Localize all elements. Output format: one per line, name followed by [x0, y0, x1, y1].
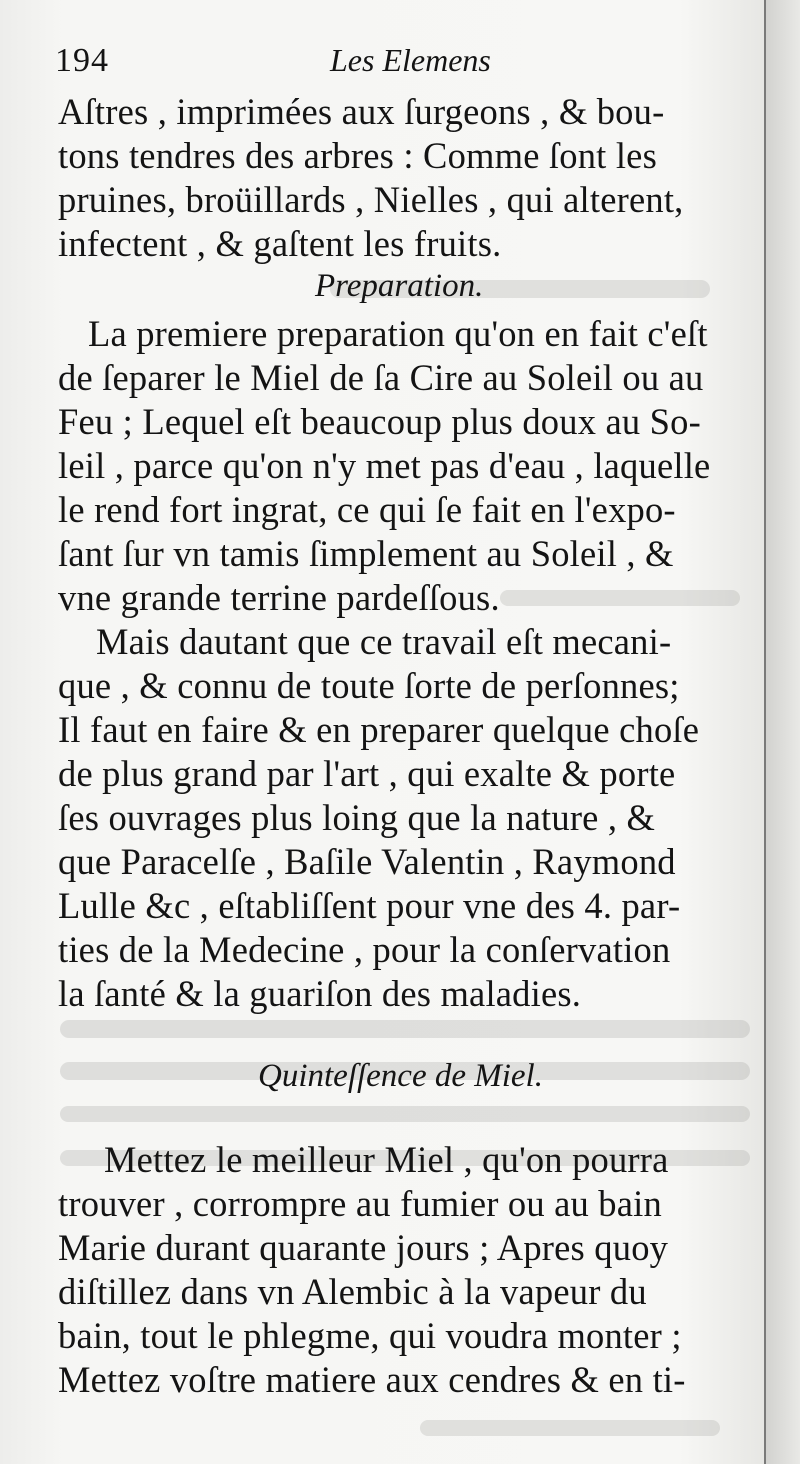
text-line: bain, tout le phlegme, qui voudra monter ;	[58, 1315, 682, 1356]
page-number: 194	[55, 42, 109, 79]
text-line: Marie durant quarante jours ; Apres quoy	[58, 1227, 669, 1268]
text-line: le rend fort ingrat, ce qui ſe fait en l'expo-	[58, 489, 676, 530]
page-edge-shadow	[766, 0, 800, 1464]
text-line: Mettez le meilleur Miel , qu'on pourra	[104, 1139, 669, 1180]
text-line: la ſanté & la guariſon des maladies.	[58, 973, 582, 1014]
page-header	[55, 42, 755, 90]
section-heading: Quinteſſence de Miel.	[258, 1058, 543, 1094]
text-line: trouver , corrompre au fumier ou au bain	[58, 1183, 662, 1224]
text-line: ties de la Medecine , pour la conſervation	[58, 929, 671, 970]
text-line: leil , parce qu'on n'y met pas d'eau , laquelle	[58, 445, 711, 486]
text-line: Aſtres , imprimées aux ſurgeons , & bou-	[58, 91, 665, 132]
text-line: de ſeparer le Miel de ſa Cire au Soleil ou au	[58, 357, 704, 398]
text-line: infectent , & gaſtent les fruits.	[58, 223, 502, 264]
text-line: ſant ſur vn tamis ſimplement au Soleil , &	[58, 533, 674, 574]
text-line: vne grande terrine pardeſſous.	[58, 577, 500, 618]
text-line: Mais dautant que ce travail eſt mecani-	[96, 621, 672, 662]
text-line: de plus grand par l'art , qui exalte & porte	[58, 753, 676, 794]
text-line: ſes ouvrages plus loing que la nature , &	[58, 797, 656, 838]
text-line: pruines, broüillards , Nielles , qui alterent,	[58, 179, 684, 220]
text-line: Feu ; Lequel eſt beaucoup plus doux au So-	[58, 401, 701, 442]
page-edge-line	[764, 0, 766, 1464]
text-line: Il faut en faire & en preparer quelque choſe	[58, 709, 700, 750]
running-title: Les Elemens	[330, 42, 491, 78]
text-line: La premiere preparation qu'on en fait c'eſt	[88, 313, 708, 354]
text-line: Mettez voſtre matiere aux cendres & en ti-	[58, 1359, 686, 1400]
text-line: tons tendres des arbres : Comme ſont les	[58, 135, 657, 176]
text-line: que , & connu de toute ſorte de perſonnes;	[58, 665, 680, 706]
text-line: que Paracelſe , Baſile Valentin , Raymond	[58, 841, 676, 882]
text-line: diſtillez dans vn Alembic à la vapeur du	[58, 1271, 647, 1312]
section-heading: Preparation.	[315, 268, 484, 304]
text-line: Lulle &c , eſtabliſſent pour vne des 4. par-	[58, 885, 681, 926]
